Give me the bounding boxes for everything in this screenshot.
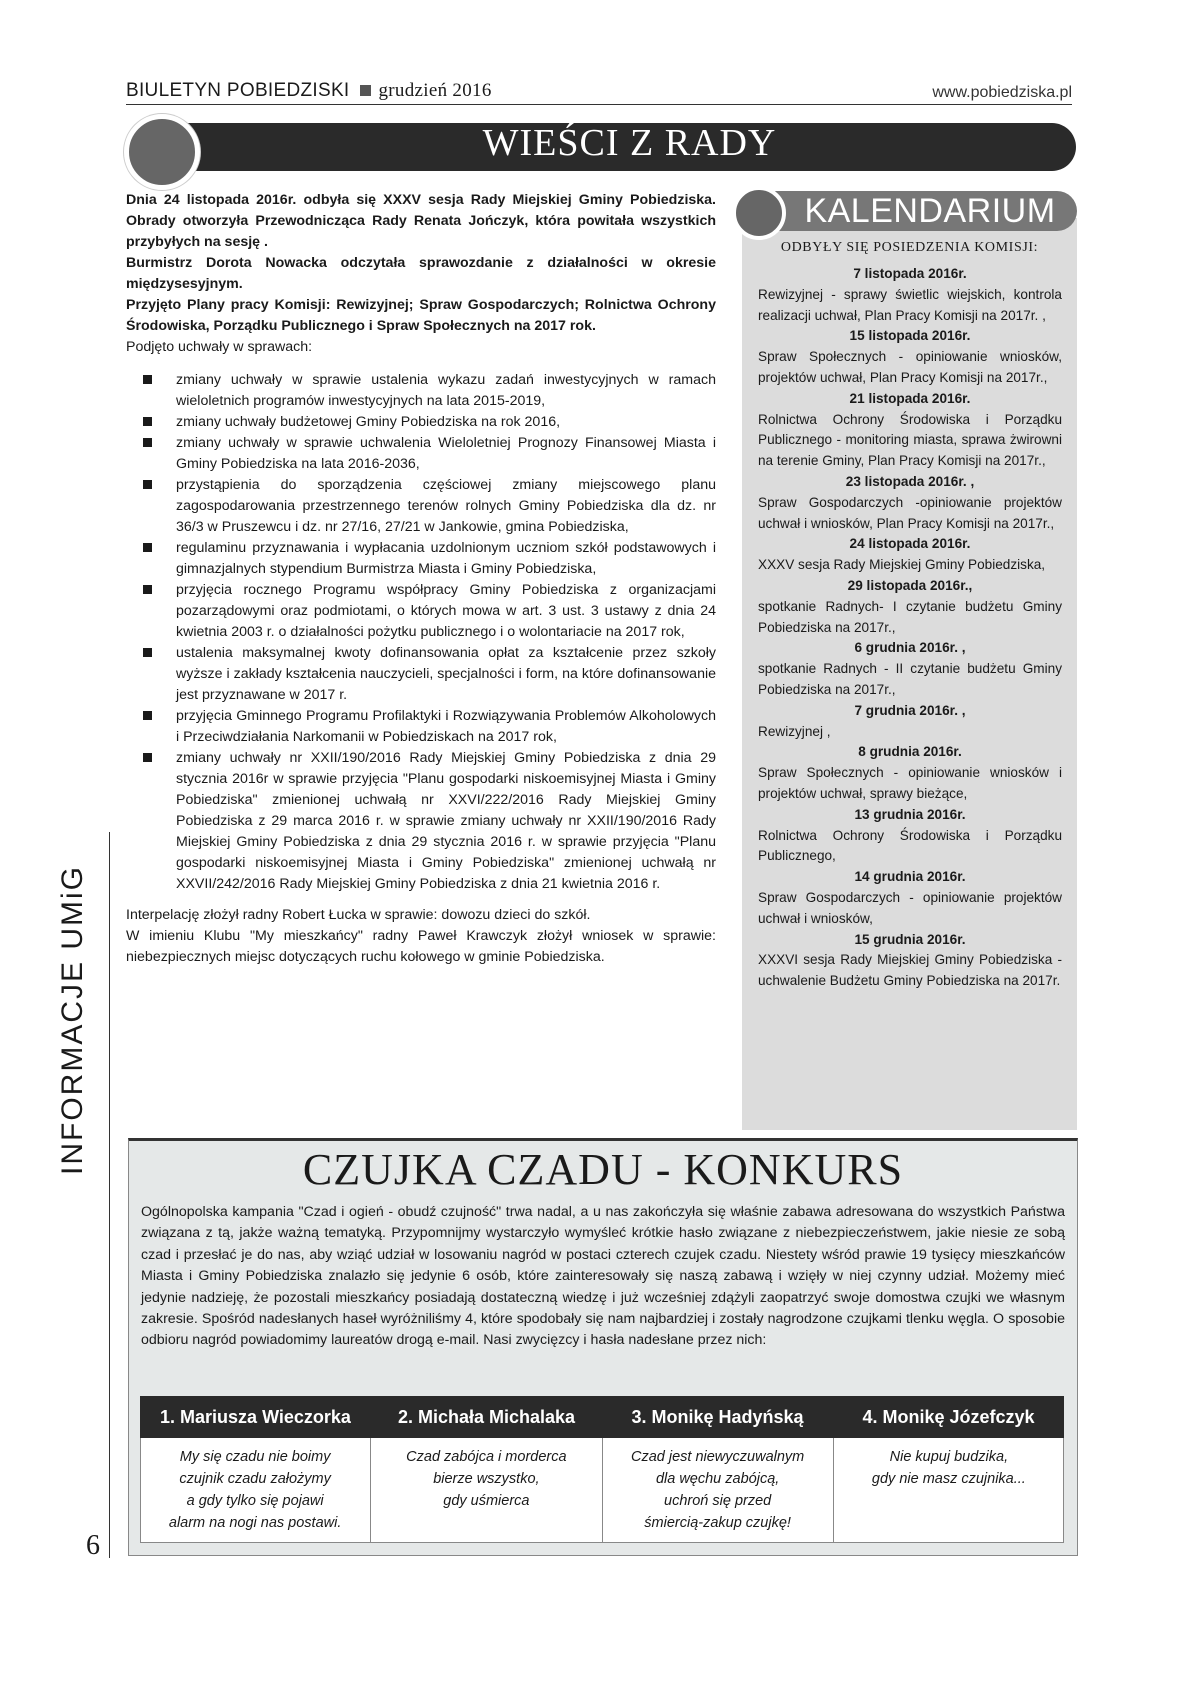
contest-text: Ogólnopolska kampania "Czad i ogień - obudź czujność" trwa nadal, a u nas zakończyła się właśnie zabawa adresowana do wszystkich Państwa związana z tą, jakże ważną tematyką. Przypomnijmy wystarczyło wymyśleć krótkie hasło związane z niebezpieczeństwem, jakie niesie ze sobą czad i przesłać je do nas, aby wziąć udział w losowaniu nagród w postaci czterech czujek czadu. Niestety wśród prawie 19 tysięcy mieszkańców Miasta i Gminy Pobiedziska znalazło się jedynie 6 osób, które zainteresowały się naszą zabawą i wzięły w niej czynny udział. Możemy mieć jedynie nadzieję, że pozostali mieszkańcy posiadają dostateczną wiedzę i już wcześniej zdążyli zaopatrzyć swoje domostwa czujki we własnym zakresie. Spośród nadesłanych haseł wyróżniliśmy 4, które spodobały się nam najbardziej i zostały nagrodzone czujkami tlenku węgla. O sposobie odbioru nagród powiadomimy laureatów drogą e-mail. Nasi zwycięzcy i hasła nadesłane przez nich: (141, 1204, 1065, 1349)
calendar-text: Rewizyjnej - sprawy świetlic wiejskich, kontrola realizacji uchwał, Plan Pracy Komisji na 2017r. , (758, 286, 1062, 323)
website-link[interactable]: www.pobiedziska.pl (932, 84, 1072, 101)
motion-paragraph: W imieniu Klubu "My mieszkańcy" radny Paweł Krawczyk złożył wniosek w sprawie: niebezpiecznych miejsc dotyczących ruchu kołowego w gminie Pobiedziska. (126, 928, 716, 965)
calendar-text: Rolnictwa Ochrony Środowiska i Porządku Publicznego, (758, 827, 1062, 864)
calendar-text: XXXVI sesja Rady Miejskiej Gminy Pobiedziska - uchwalenie Budżetu Gminy Pobiedziska na 2017r. (758, 952, 1062, 989)
winner-name: 3. Monikę Hadyńską (631, 1407, 804, 1427)
calendar-date: 21 listopada 2016r. (849, 390, 971, 406)
calendar-title: KALENDARIUM (804, 192, 1056, 230)
calendar-text: XXXV sesja Rady Miejskiej Gminy Pobiedziska, (758, 557, 1046, 573)
calendar-text: Spraw Gospodarczych - opiniowanie projektów uchwał i wniosków, (758, 889, 1062, 926)
calendar-date: 13 grudnia 2016r. (854, 806, 966, 822)
winner-name: 2. Michała Michalaka (397, 1407, 576, 1427)
winners-header-row (140, 1396, 1064, 1438)
calendar-date: 8 grudnia 2016r. (858, 744, 962, 760)
winner-slogan: My się czadu nie boimy czujnik czadu założymy a gdy tylko się pojawi alarm na nogi nas postawi. (140, 1438, 371, 1543)
calendar-date: 7 listopada 2016r. (853, 266, 967, 281)
running-header (126, 80, 492, 102)
side-rule (109, 832, 110, 1558)
list-item: zmiany uchwały budżetowej Gminy Pobiedziska na rok 2016, (126, 412, 716, 433)
publication-name: BIULETYN POBIEDZISKI (126, 80, 350, 101)
work-plans-paragraph: Przyjęto Plany pracy Komisji: Rewizyjnej; Spraw Gospodarczych; Rolnictwa Ochrony Środowiska, Porządku Publicznego i Spraw Społecznych na 2017 rok. (126, 297, 716, 334)
calendar-date: 14 grudnia 2016r. (854, 869, 966, 885)
winner-slogan: Czad jest niewyczuwalnym dla węchu zabójcą, uchroń się przed śmiercią-zakup czujkę! (603, 1438, 834, 1543)
resolutions-list (126, 370, 716, 895)
page-number: 6 (86, 1530, 100, 1561)
list-item: przystąpienia do sporządzenia częściowej zmiany miejscowego planu zagospodarowania przestrzennego terenów rolnych Gminy Pobiedziska dla dz. nr 36/3 w Pruszewcu i dz. nr 27/16, 27/21 w Jankowie, gmina Pobiedziska, (126, 475, 716, 538)
list-item: przyjęcia Gminnego Programu Profilaktyki i Rozwiązywania Problemów Alkoholowych i Przeciwdziałania Narkomanii w Pobiedziskach na 2017 rok, (126, 706, 716, 748)
mayor-report-paragraph: Burmistrz Dorota Nowacka odczytała sprawozdanie z działalności w okresie międzysesyjnym. (126, 255, 716, 292)
calendar-text: spotkanie Radnych- I czytanie budżetu Gminy Pobiedziska na 2017r., (758, 598, 1062, 635)
calendar-text: Spraw Społecznych - opiniowanie wniosków, projektów uchwał, Plan Pracy Komisji na 2017r., (758, 349, 1062, 385)
calendar-date: 15 grudnia 2016r. (854, 931, 966, 947)
calendar-text: spotkanie Radnych - II czytanie budżetu Gminy Pobiedziska na 2017r., (758, 661, 1062, 697)
calendar-date: 23 listopada 2016r. , (845, 473, 975, 489)
calendar-text: Rewizyjnej , (758, 723, 831, 739)
square-bullet-icon (360, 85, 371, 96)
calendar-circle-ornament (732, 186, 786, 240)
list-item: regulaminu przyznawania i wypłacania uzdolnionym uczniom szkół podstawowych i gimnazjalnych stypendium Burmistrza Miasta i Gminy Pobiedziska, (126, 538, 716, 580)
intro-paragraph: Dnia 24 listopada 2016r. odbyła się XXXV sesja Rady Miejskiej Gminy Pobiedziska. Obrady otworzyła Przewodnicząca Rady Renata Jończyk, która powitała wszystkich przybyłych na sesję . (126, 192, 716, 250)
calendar-text: Spraw Społecznych - opiniowanie wniosków i projektów uchwał, sprawy bieżące, (758, 765, 1062, 801)
calendar-date: 29 listopada 2016r., (847, 577, 973, 593)
resolutions-lead: Podjęto uchwały w sprawach: (126, 339, 313, 355)
calendar-text: Spraw Gospodarczych -opiniowanie projektów uchwał i wniosków, Plan Pracy Komisji na 2017r., (758, 494, 1062, 531)
section-title: WIEŚCI Z RADY (482, 122, 777, 164)
calendar-date: 6 grudnia 2016r. , (854, 640, 966, 656)
calendar-date: 24 listopada 2016r. (849, 536, 971, 552)
list-item: ustalenia maksymalnej kwoty dofinansowania opłat za kształcenie przez szkoły wyższe i zakłady kształcenia nauczycieli, specjalności i form, na które dofinansowanie jest przyznawane w 2017 r. (126, 643, 716, 706)
list-item: przyjęcia rocznego Programu współpracy Gminy Pobiedziska z organizacjami pozarządowymi oraz podmiotami, o których mowa w art. 3 ust. 3 ustawy z dnia 24 kwietnia 2003 r. o działalności pożytku publicznego i o wolontariacie na 2017 rok, (126, 580, 716, 643)
list-item: zmiany uchwały nr XXII/190/2016 Rady Miejskiej Gminy Pobiedziska z dnia 29 stycznia 2016r w sprawie przyjęcia "Planu gospodarki niskoemisyjnej Miasta i Gminy Pobiedziska" zmienionej uchwałą nr XXVI/222/2016 Rady Miejskiej Gminy Pobiedziska z 29 marca 2016 r. w sprawie zmiany uchwały nr XXII/190/2016 Rady Miejskiej Gminy Pobiedziska z dnia 29 stycznia 2016 r. w sprawie przyjęcia "Planu gospodarki niskoemisyjnej Miasta i Gminy Pobiedziska" zmienionej uchwałą nr XXVII/242/2016 Rady Miejskiej Gminy Pobiedziska z dnia 21 kwietnia 2016 r. (126, 748, 716, 895)
calendar-date: 7 grudnia 2016r. , (854, 702, 966, 718)
winners-slogan-row (140, 1438, 1064, 1543)
interpellation-paragraph: Interpelację złożył radny Robert Łucka w sprawie: dowozu dzieci do szkół. (126, 907, 591, 923)
calendar-text: Rolnictwa Ochrony Środowiska i Porządku Publicznego - monitoring miasta, sprawa żwirowni na terenie Gminy, Plan Pracy Komisji na 2017r., (758, 411, 1062, 469)
winner-name: 4. Monikę Józefczyk (862, 1407, 1035, 1427)
list-item: zmiany uchwały w sprawie uchwalenia Wieloletniej Prognozy Finansowej Miasta i Gminy Pobiedziska na lata 2016-2036, (126, 433, 716, 475)
calendar-entries (758, 264, 1062, 992)
winner-slogan: Nie kupuj budzika, gdy nie masz czujnika... (871, 1449, 1026, 1487)
winner-name: 1. Mariusza Wieczorka (160, 1407, 351, 1427)
header-rule (126, 104, 1072, 105)
calendar-date: 15 listopada 2016r. (849, 328, 971, 344)
contest-title: CZUJKA CZADU - KONKURS (302, 1145, 904, 1194)
council-news-article (126, 190, 716, 968)
winner-slogan: Czad zabójca i morderca bierze wszystko, gdy uśmierca (371, 1438, 602, 1543)
issue-date: grudzień 2016 (378, 80, 492, 101)
side-section-label: INFORMACJE UMiG (56, 865, 89, 1175)
list-item: zmiany uchwały w sprawie ustalenia wykazu zadań inwestycyjnych w ramach wieloletnich programów inwestycyjnych na lata 2015-2019, (126, 370, 716, 412)
calendar-subtitle: ODBYŁY SIĘ POSIEDZENIA KOMISJI: (780, 240, 1039, 255)
